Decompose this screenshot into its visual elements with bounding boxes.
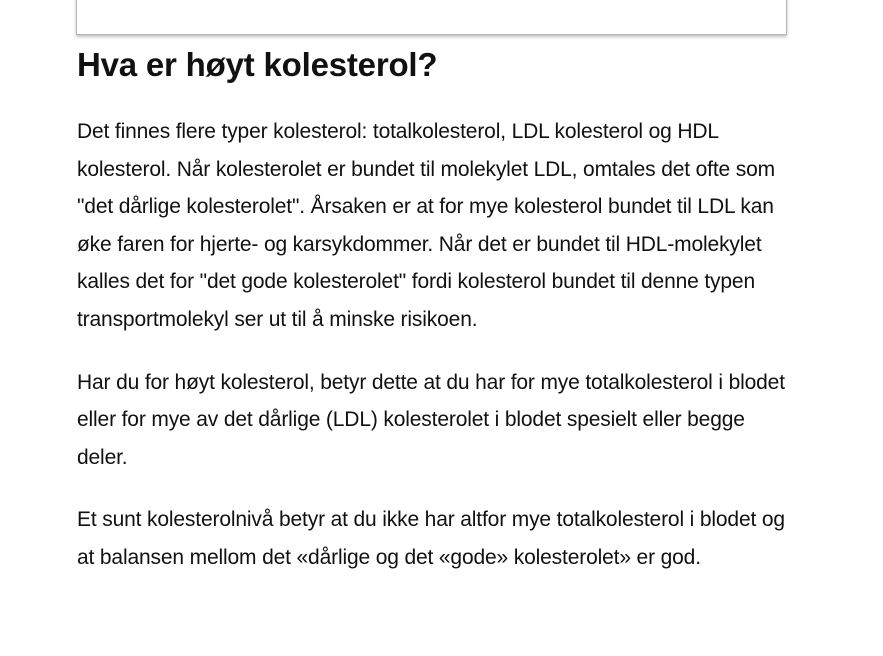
section-heading: Hva er høyt kolesterol? bbox=[77, 46, 438, 83]
paragraph-high-cholesterol: Har du for høyt kolesterol, betyr dette at du har for mye totalkolesterol i blodet eller for mye av det dårlige (LDL) kolesterolet i blodet spesielt eller begge deler. bbox=[77, 370, 785, 469]
paragraph-healthy-level: Et sunt kolesterolnivå betyr at du ikke har altfor mye totalkolesterol i blodet og at balansen mellom det «dårlige og det «gode» kolesterolet» er god. bbox=[77, 508, 785, 569]
article-section bbox=[77, 44, 792, 577]
top-info-box bbox=[76, 0, 787, 35]
paragraph-cholesterol-types: Det finnes flere typer kolesterol: totalkolesterol, LDL kolesterol og HDL kolesterol. Når kolesterolet er bundet til molekylet LDL, omtales det ofte som "det dårlige kolesterolet". Årsaken er at for mye kolesterol bundet til LDL kan øke faren for hjerte- og karsykdommer. Når det er bundet til HDL-molekylet kalles det for "det gode kolesterolet" fordi kolesterol bundet til denne typen transportmolekyl ser ut til å minske risikoen. bbox=[77, 120, 775, 331]
